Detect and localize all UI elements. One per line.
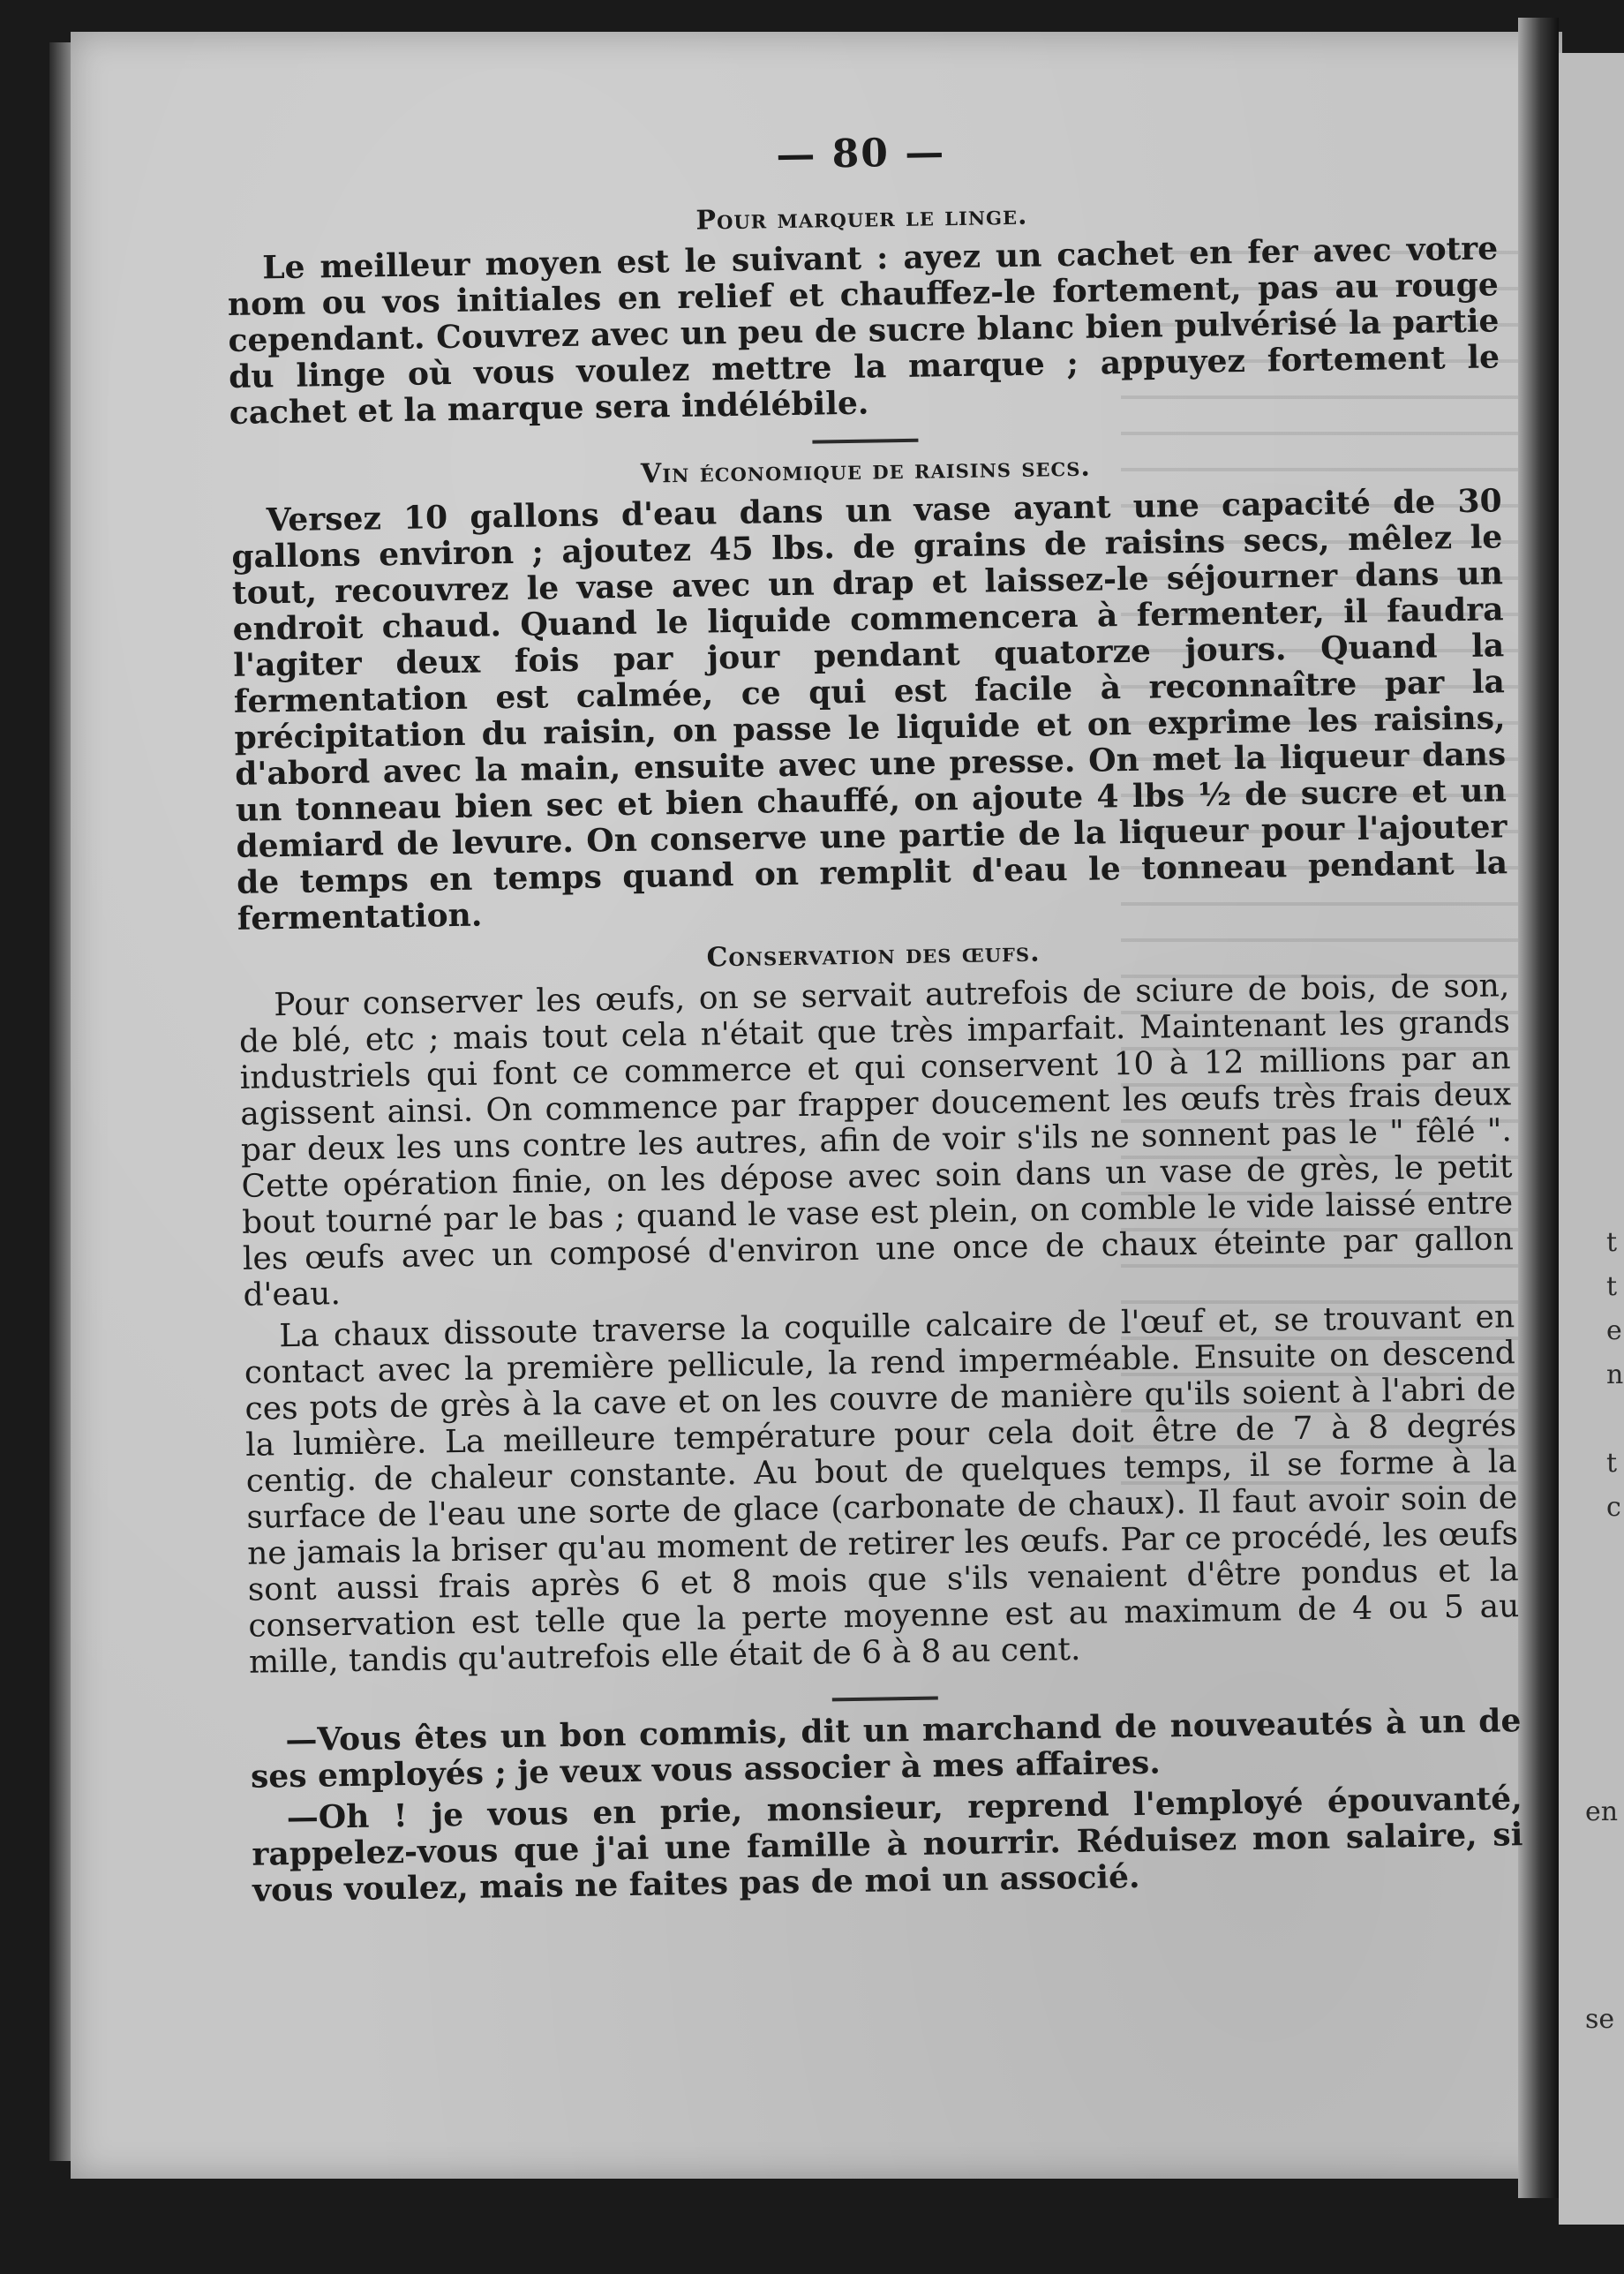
adjacent-page-fragment: t	[1606, 1227, 1618, 1258]
paragraph: Pour conserver les œufs, on se servait autrefois de sciure de bois, de son, de blé, etc ; mais tout cela n'était que très imparfait. Maintenant les grands industriels qui font ce commerce et qui conservent 10 à 12 millions par an agissent ainsi. On commence par frapper doucement les œufs très frais deux par deux les uns contre les autres, afin de voir s'ils ne sonnent pas le " fêlé ". Cette opération finie, on les dépose avec soin dans un vase de grès, le petit bout tourné par le bas ; quand le vase est plein, on comble le vide laissé entre les œufs avec un composé d'environ une once de chaux éteinte par gallon d'eau.	[238, 968, 1515, 1314]
paragraph: La chaux dissoute traverse la coquille calcaire de l'œuf et, se trouvant en contact avec la première pellicule, la rend imperméable. Ensuite on descend ces pots de grès à la cave et on les couvre de manière qu'ils soient à l'abri de la lumière. La meilleure température pour cela doit être de 7 à 8 degrés centig. de chaleur constante. Au bout de quelques temps, il se forme à la surface de l'eau une sorte de glace (carbonate de chaux). Il faut avoir soin de ne jamais la briser qu'au moment de retirer les œufs. Par ce procédé, les œufs sont aussi frais après 6 et 8 mois que s'ils venaient d'être pondus et la conservation est telle que la perte moyenne est au maximum de 4 ou 5 au mille, tandis qu'autrefois elle était de 6 à 8 au cent.	[244, 1299, 1520, 1681]
adjacent-page-fragment: se	[1585, 2004, 1615, 2035]
page-content	[225, 121, 1523, 1914]
divider	[832, 1697, 938, 1702]
adjacent-page	[1559, 53, 1624, 2225]
paragraph: Versez 10 gallons d'eau dans un vase ayant une capacité de 30 gallons environ ; ajoutez 45 lbs. de grains de raisins secs, mêlez le tout, recouvrez le vase avec un drap et laissez-le séjourner dans un endroit chaud. Quand le liquide commencera à fermenter, il faudra l'agiter deux fois par jour pendant quatorze jours. Quand la fermentation est calmée, ce qui est facile à reconnaître par la précipitation du raisin, on passe le liquide et on exprime les raisins, d'abord avec la main, ensuite avec une presse. On met la liqueur dans un tonneau bien sec et bien chauffé, on ajoute 4 lbs ½ de sucre et un demiard de levure. On conserve une partie de la liqueur pour l'ajouter de temps en temps quand on remplit d'eau le tonneau pendant la fermentation.	[231, 482, 1508, 937]
section-title-marquer-linge: Pour marquer le linge.	[695, 200, 1028, 237]
paragraph: Le meilleur moyen est le suivant : ayez un cachet en fer avec votre nom ou vos initiales en relief et chauffez-le fortement, pas au rouge cependant. Couvrez avec un peu de sucre blanc bien pulvérisé la partie du linge où vous voulez mettre la marque ; appuyez fortement le cachet et la marque sera indélébile.	[227, 230, 1500, 432]
book-gutter	[1518, 18, 1559, 2198]
adjacent-page-fragment: c	[1606, 1492, 1621, 1523]
divider	[812, 439, 918, 444]
page-number: — 80 —	[775, 130, 946, 178]
anecdote-line: —Oh ! je vous en prie, monsieur, reprend l'employé épouvanté, rappelez-vous que j'ai une famille à nourrir. Réduisez mon salaire, si vous voulez, mais ne faites pas de moi un associé.	[252, 1780, 1523, 1909]
adjacent-page-fragment: e	[1606, 1315, 1622, 1346]
anecdote-line: —Vous êtes un bon commis, dit un marchand de nouveautés à un de ses employés ; je veux vous associer à mes affaires.	[250, 1702, 1522, 1796]
adjacent-page-fragment: t	[1606, 1448, 1618, 1479]
adjacent-page-fragment: t	[1606, 1271, 1618, 1302]
adjacent-page-fragment: en	[1585, 1796, 1619, 1827]
section-title-conservation-oeufs: Conservation des œufs.	[706, 937, 1041, 974]
section-title-vin-economique: Vin économique de raisins secs.	[640, 451, 1092, 490]
adjacent-page-fragment: n	[1606, 1359, 1624, 1390]
